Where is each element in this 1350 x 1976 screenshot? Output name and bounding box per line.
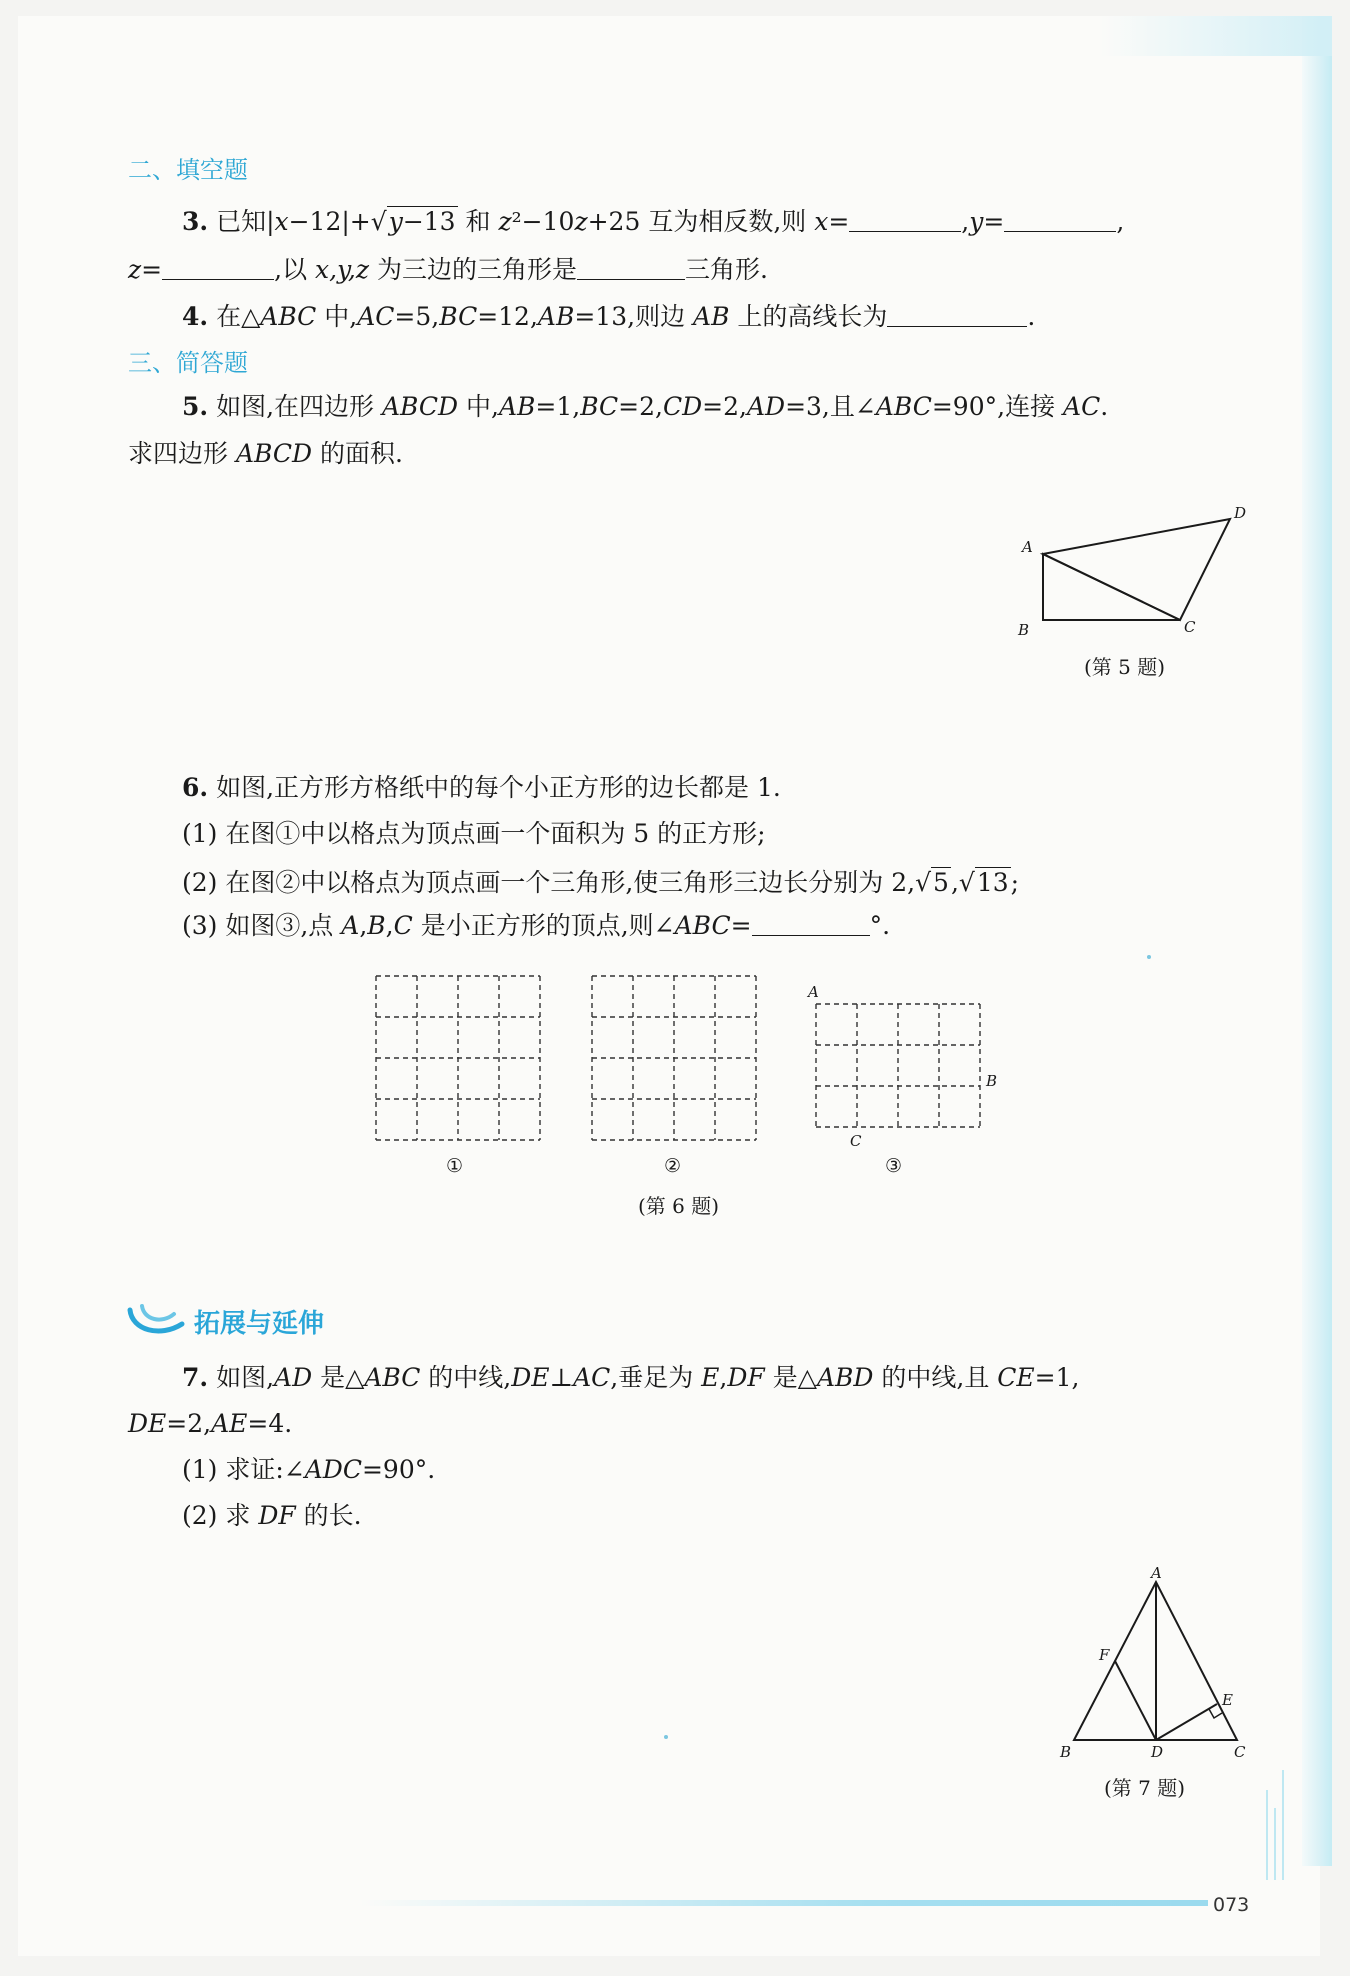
q6-text: = xyxy=(730,911,752,940)
q3-var: z xyxy=(498,207,512,236)
q6-text: ; xyxy=(1010,868,1020,897)
question-4 xyxy=(182,297,1035,337)
q5-text: 中, xyxy=(458,392,499,421)
q7-var: AD xyxy=(274,1363,313,1392)
grid3-label-a: A xyxy=(808,983,819,1001)
q7-var: AC xyxy=(573,1363,611,1392)
label-b: B xyxy=(1018,621,1030,639)
q7-var: CE xyxy=(997,1363,1035,1392)
triangle-acd xyxy=(1043,519,1230,620)
q3-var: x xyxy=(274,207,289,236)
q4-var: AB xyxy=(537,302,575,331)
figure-label-2: ② xyxy=(664,1155,682,1177)
q3-text: = xyxy=(983,207,1005,236)
grid-figure-1 xyxy=(374,974,542,1142)
q3-text: = xyxy=(828,207,850,236)
top-corner-decoration xyxy=(1100,16,1332,56)
question-3-line-1: 3. 已知|x−12|+√y−13 和 z²−10z+25 互为相反数,则 x= ,y= , xyxy=(182,207,1125,236)
q3-text: ²−10 xyxy=(511,207,575,236)
q7-var: AE xyxy=(211,1409,248,1438)
stray-dot xyxy=(664,1735,668,1739)
figure-question-5 xyxy=(1010,496,1270,646)
q5-var: AB xyxy=(498,392,536,421)
q3-var: z xyxy=(128,255,142,284)
question-7-line-1 xyxy=(182,1358,1079,1398)
label-d: D xyxy=(1234,504,1247,522)
q7-var: E xyxy=(701,1363,720,1392)
extension-icon xyxy=(124,1300,186,1340)
q6-var: B xyxy=(367,911,386,940)
q3-var: y xyxy=(388,207,403,236)
q3-text: ,以 xyxy=(274,255,316,284)
caption-question-6: (第 6 题) xyxy=(638,1194,720,1218)
q5-text: =90°,连接 xyxy=(931,392,1064,421)
label-c: C xyxy=(1184,618,1196,636)
q7-text: =2, xyxy=(166,1409,212,1438)
q4-text: 上的高线长为 xyxy=(729,302,888,331)
page-edge-decoration xyxy=(1302,16,1332,1866)
caption-question-7: (第 7 题) xyxy=(1104,1776,1186,1800)
q3-text: +25 互为相反数,则 xyxy=(587,207,815,236)
caption-question-5: (第 5 题) xyxy=(1084,655,1166,679)
grid-figure-2 xyxy=(590,974,758,1142)
q3-var: y xyxy=(969,207,984,236)
q3-text: 和 xyxy=(457,207,499,236)
q5-var: BC xyxy=(580,392,619,421)
q7-var: ABC xyxy=(364,1363,421,1392)
label-d: D xyxy=(1151,1743,1164,1761)
answer-blank-z[interactable] xyxy=(162,254,274,280)
q3-text: , xyxy=(961,207,970,236)
question-7-part-1 xyxy=(182,1450,435,1490)
q7-text: =1, xyxy=(1034,1363,1080,1392)
q3-text: 三角形. xyxy=(684,255,768,284)
decorative-tick xyxy=(1266,1790,1268,1880)
label-f: F xyxy=(1099,1646,1110,1664)
question-5-line-2 xyxy=(128,434,403,474)
q7-var: DE xyxy=(511,1363,550,1392)
decorative-tick xyxy=(1274,1808,1276,1880)
q3-text: 已知| xyxy=(216,207,275,236)
q3-var: z xyxy=(574,207,588,236)
label-c: C xyxy=(1234,1743,1246,1761)
q6-var: A xyxy=(341,911,360,940)
q6-text: (3) 如图③,点 xyxy=(182,911,342,940)
right-angle-mark xyxy=(1209,1709,1222,1718)
sqrt-13: 13 xyxy=(976,868,1009,897)
q6-text: 如图,正方形方格纸中的每个小正方形的边长都是 1. xyxy=(216,773,781,802)
q5-text: 求四边形 xyxy=(128,439,236,468)
q5-var: ABC xyxy=(875,392,932,421)
q7-text: ,垂足为 xyxy=(610,1363,702,1392)
stray-dot xyxy=(1147,955,1151,959)
answer-blank-y[interactable] xyxy=(1004,206,1116,232)
q4-text: 中, xyxy=(316,302,358,331)
section-title-short-answer: 三、简答题 xyxy=(128,349,248,377)
q4-var: ABC xyxy=(260,302,317,331)
q3-text: = xyxy=(141,255,163,284)
q7-var: DF xyxy=(727,1363,765,1392)
grid3-label-b: B xyxy=(986,1072,998,1090)
q7-text: =90°. xyxy=(361,1455,436,1484)
q7-var: ABD xyxy=(816,1363,874,1392)
figure-label-3: ③ xyxy=(885,1155,903,1177)
q7-text: ⊥ xyxy=(549,1363,574,1392)
decorative-tick xyxy=(1282,1770,1284,1880)
q5-var: ABCD xyxy=(381,392,459,421)
q3-text: , xyxy=(1116,207,1125,236)
question-4-number: 4. xyxy=(182,302,209,331)
grid-figure-3 xyxy=(802,980,1002,1150)
perpendicular-de xyxy=(1156,1704,1217,1740)
label-a: A xyxy=(1022,538,1033,556)
q6-text: , xyxy=(950,868,959,897)
q4-var: AC xyxy=(357,302,395,331)
question-3-number: 3. xyxy=(182,207,209,236)
q7-text: (1) 求证:∠ xyxy=(182,1455,305,1484)
footer-bar xyxy=(360,1900,1208,1906)
sqrt-5: 5 xyxy=(933,868,949,897)
q6-text: (2) 在图②中以格点为顶点画一个三角形,使三角形三边长分别为 2, xyxy=(182,868,916,897)
q5-var: AC xyxy=(1063,392,1101,421)
q6-var: C xyxy=(393,911,413,940)
question-7-part-2 xyxy=(182,1496,362,1536)
q7-var: DF xyxy=(258,1501,296,1530)
q5-text: =1, xyxy=(535,392,581,421)
label-a: A xyxy=(1151,1564,1162,1582)
q3-text: −12|+ xyxy=(288,207,371,236)
q5-var: CD xyxy=(662,392,703,421)
question-5-number: 5. xyxy=(182,392,209,421)
q6-text: °. xyxy=(869,911,891,940)
q5-text: . xyxy=(1100,392,1109,421)
q7-text: 的中线,且 xyxy=(873,1363,998,1392)
question-6-part-2: (2) 在图②中以格点为顶点画一个三角形,使三角形三边长分别为 2,√5,√13; xyxy=(182,868,1020,897)
q7-text: , xyxy=(719,1363,728,1392)
q7-text: 是△ xyxy=(764,1363,817,1392)
q4-text: =13,则边 xyxy=(574,302,694,331)
q7-text: 的中线, xyxy=(420,1363,512,1392)
question-6-part-1: (1) 在图①中以格点为顶点画一个面积为 5 的正方形; xyxy=(182,819,766,848)
answer-blank-triangle-type[interactable] xyxy=(577,254,685,280)
median-df xyxy=(1115,1661,1156,1740)
q5-text: =3,且∠ xyxy=(785,392,876,421)
question-6-part-3 xyxy=(182,906,890,946)
q4-text: 在△ xyxy=(216,302,261,331)
label-e: E xyxy=(1222,1691,1233,1709)
q4-var: BC xyxy=(439,302,478,331)
q5-text: 如图,在四边形 xyxy=(216,392,382,421)
q7-text: 是△ xyxy=(312,1363,365,1392)
q5-var: AD xyxy=(746,392,786,421)
section-title-extension: 拓展与延伸 xyxy=(194,1309,325,1339)
sqrt-expression xyxy=(387,206,458,236)
q7-text: 如图, xyxy=(216,1363,275,1392)
question-7-number: 7. xyxy=(182,1363,209,1392)
q4-text: =5, xyxy=(394,302,440,331)
answer-blank-height[interactable] xyxy=(887,301,1027,327)
question-5-line-1 xyxy=(182,387,1108,427)
figure-question-7 xyxy=(1054,1564,1264,1764)
q5-text: 的面积. xyxy=(312,439,403,468)
q7-var: DE xyxy=(128,1409,167,1438)
q7-text: (2) 求 xyxy=(182,1501,259,1530)
q6-var: ABC xyxy=(674,911,731,940)
question-6-number: 6. xyxy=(182,773,209,802)
answer-blank-angle[interactable] xyxy=(752,910,870,936)
q5-text: =2, xyxy=(702,392,747,421)
q6-text: , xyxy=(359,911,368,940)
section-title-fill-blank: 二、填空题 xyxy=(128,156,248,184)
question-7-line-2 xyxy=(128,1404,292,1444)
page-number: 073 xyxy=(1213,1894,1250,1916)
q6-text: , xyxy=(385,911,394,940)
q3-var: x,y,z xyxy=(315,255,369,284)
q6-text: 是小正方形的顶点,则∠ xyxy=(412,911,675,940)
q4-var: AB xyxy=(693,302,730,331)
question-3-line-2 xyxy=(128,250,768,290)
grid3-label-c: C xyxy=(850,1132,862,1150)
q3-text: 为三边的三角形是 xyxy=(369,255,577,284)
question-6-stem xyxy=(182,768,781,808)
answer-blank-x[interactable] xyxy=(849,206,961,232)
q3-var: x xyxy=(814,207,829,236)
q7-text: 的长. xyxy=(295,1501,362,1530)
q4-text: . xyxy=(1027,302,1036,331)
label-b: B xyxy=(1060,1743,1072,1761)
q5-text: =2, xyxy=(618,392,663,421)
figure-label-1: ① xyxy=(446,1155,464,1177)
q7-var: ADC xyxy=(304,1455,362,1484)
q5-var: ABCD xyxy=(235,439,313,468)
q4-text: =12, xyxy=(477,302,538,331)
q3-text: −13 xyxy=(402,207,456,236)
q7-text: =4. xyxy=(247,1409,293,1438)
